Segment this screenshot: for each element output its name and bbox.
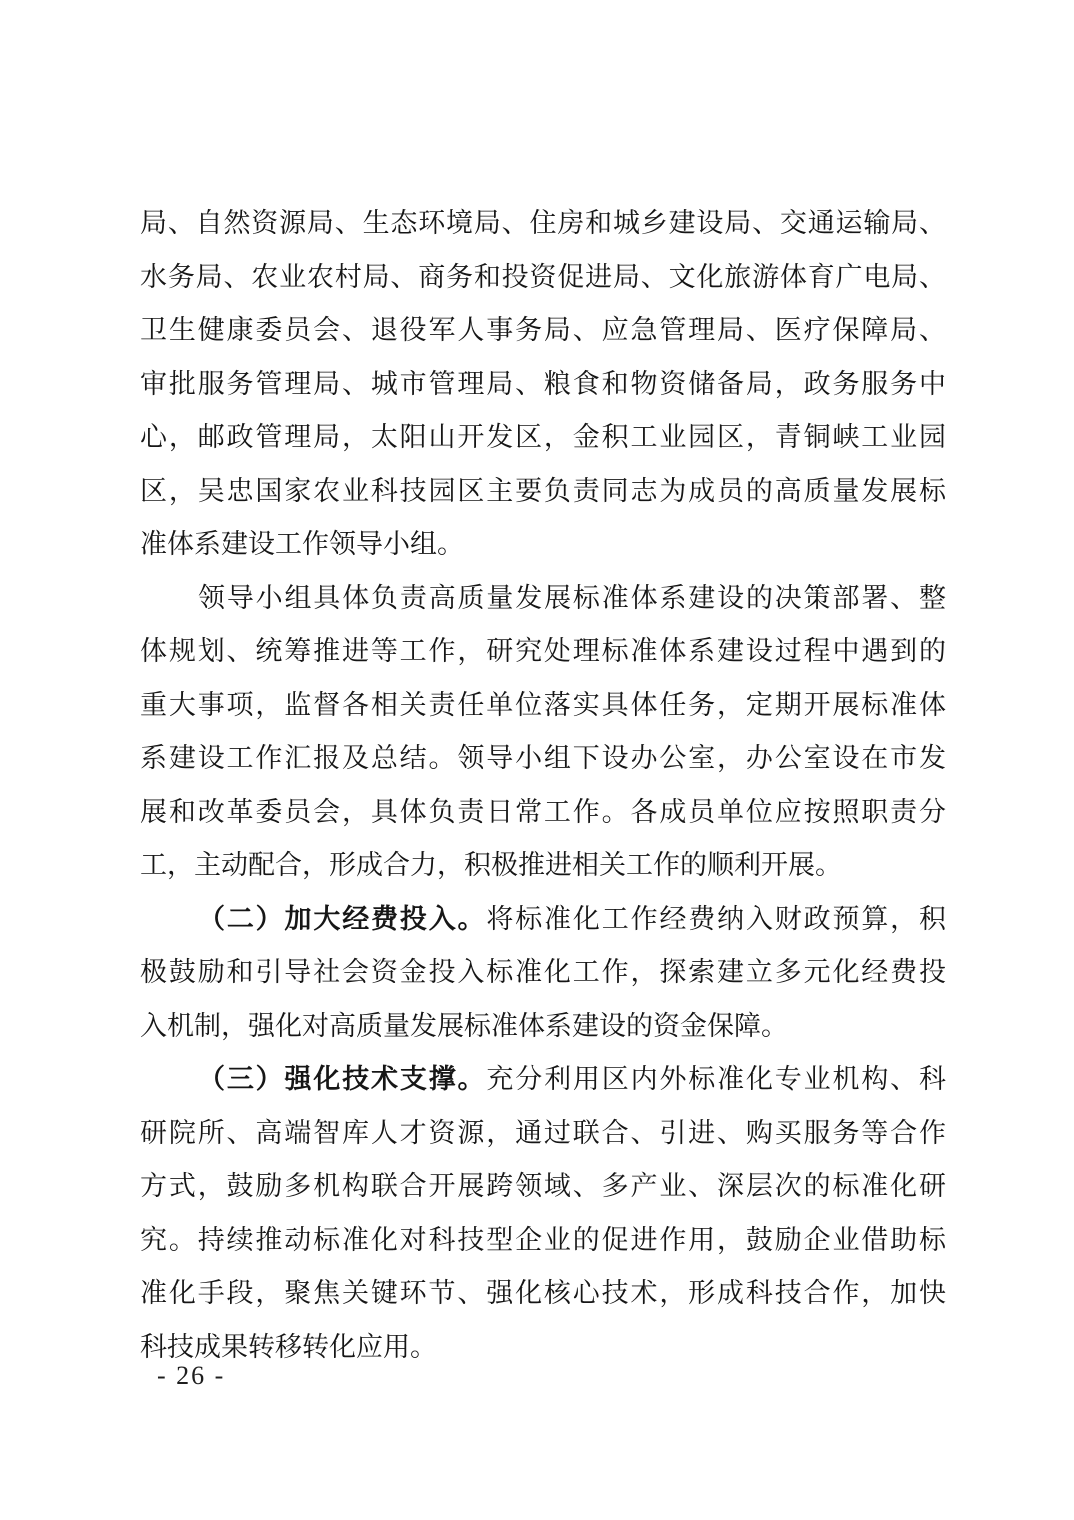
line-text-segment: 究。持续推动标准化对科技型企业的促进作用，鼓励企业借助标 [140, 1224, 946, 1255]
text-line [140, 732, 946, 786]
page-number: - 26 - [157, 1361, 226, 1390]
text-line [140, 304, 946, 358]
text-line [140, 1321, 946, 1375]
text-line [140, 572, 946, 626]
line-text-segment: 区，吴忠国家农业科技园区主要负责同志为成员的高质量发展标 [140, 475, 946, 506]
line-text-segment: 体规划、统筹推进等工作，研究处理标准体系建设过程中遇到的 [140, 636, 946, 666]
line-text-segment: 水务局、农业农村局、商务和投资促进局、文化旅游体育广电局、 [140, 261, 946, 292]
text-line [140, 411, 946, 465]
line-text-segment: 准化手段，聚焦关键环节、强化核心技术，形成科技合作，加快 [140, 1278, 946, 1308]
line-bold-segment: （二）加大经费投入。 [198, 903, 487, 934]
text-line [140, 679, 946, 733]
line-text-segment: 展和改革委员会，具体负责日常工作。各成员单位应按照职责分 [140, 796, 946, 827]
line-text-segment: 重大事项，监督各相关责任单位落实具体任务，定期开展标准体 [140, 689, 946, 720]
line-text-segment: 极鼓励和引导社会资金投入标准化工作，探索建立多元化经费投 [140, 957, 946, 987]
line-text-segment: 将标准化工作经费纳入财政预算，积 [486, 903, 946, 934]
text-line [140, 1053, 946, 1107]
text-line [140, 625, 946, 679]
line-text-segment: 心，邮政管理局，太阳山开发区，金积工业园区，青铜峡工业园 [140, 422, 946, 452]
text-line [140, 1160, 946, 1214]
text-line [140, 1214, 946, 1268]
line-text-segment: 研院所、高端智库人才资源，通过联合、引进、购买服务等合作 [140, 1117, 946, 1148]
line-text-segment: 方式，鼓励多机构联合开展跨领域、多产业、深层次的标准化研 [140, 1171, 946, 1201]
text-line [140, 839, 946, 893]
line-text-segment: 准体系建设工作领导小组。 [140, 529, 464, 559]
text-line [140, 465, 946, 519]
text-line [140, 893, 946, 947]
text-line [140, 1000, 946, 1054]
text-line [140, 1107, 946, 1161]
text-line [140, 358, 946, 412]
line-text-segment: 审批服务管理局、城市管理局、粮食和物资储备局，政务服务中 [140, 368, 946, 399]
text-line [140, 1267, 946, 1321]
line-text-segment: 领导小组具体负责高质量发展标准体系建设的决策部署、整 [198, 582, 946, 613]
line-text-segment: 局、自然资源局、生态环境局、住房和城乡建设局、交通运输局、 [140, 208, 946, 238]
text-line [140, 251, 946, 305]
line-text-segment: 科技成果转移转化应用。 [140, 1331, 437, 1362]
line-text-segment: 卫生健康委员会、退役军人事务局、应急管理局、医疗保障局、 [140, 315, 946, 345]
line-text-segment: 工，主动配合，形成合力，积极推进相关工作的顺利开展。 [140, 850, 842, 880]
text-line [140, 946, 946, 1000]
text-line [140, 518, 946, 572]
line-text-segment: 系建设工作汇报及总结。领导小组下设办公室，办公室设在市发 [140, 743, 946, 773]
text-line [140, 197, 946, 251]
text-line [140, 786, 946, 840]
line-bold-segment: （三）强化技术支撑。 [198, 1064, 487, 1094]
document-body [140, 197, 946, 1374]
line-text-segment: 入机制，强化对高质量发展标准体系建设的资金保障。 [140, 1010, 788, 1041]
line-text-segment: 充分利用区内外标准化专业机构、科 [486, 1064, 946, 1094]
